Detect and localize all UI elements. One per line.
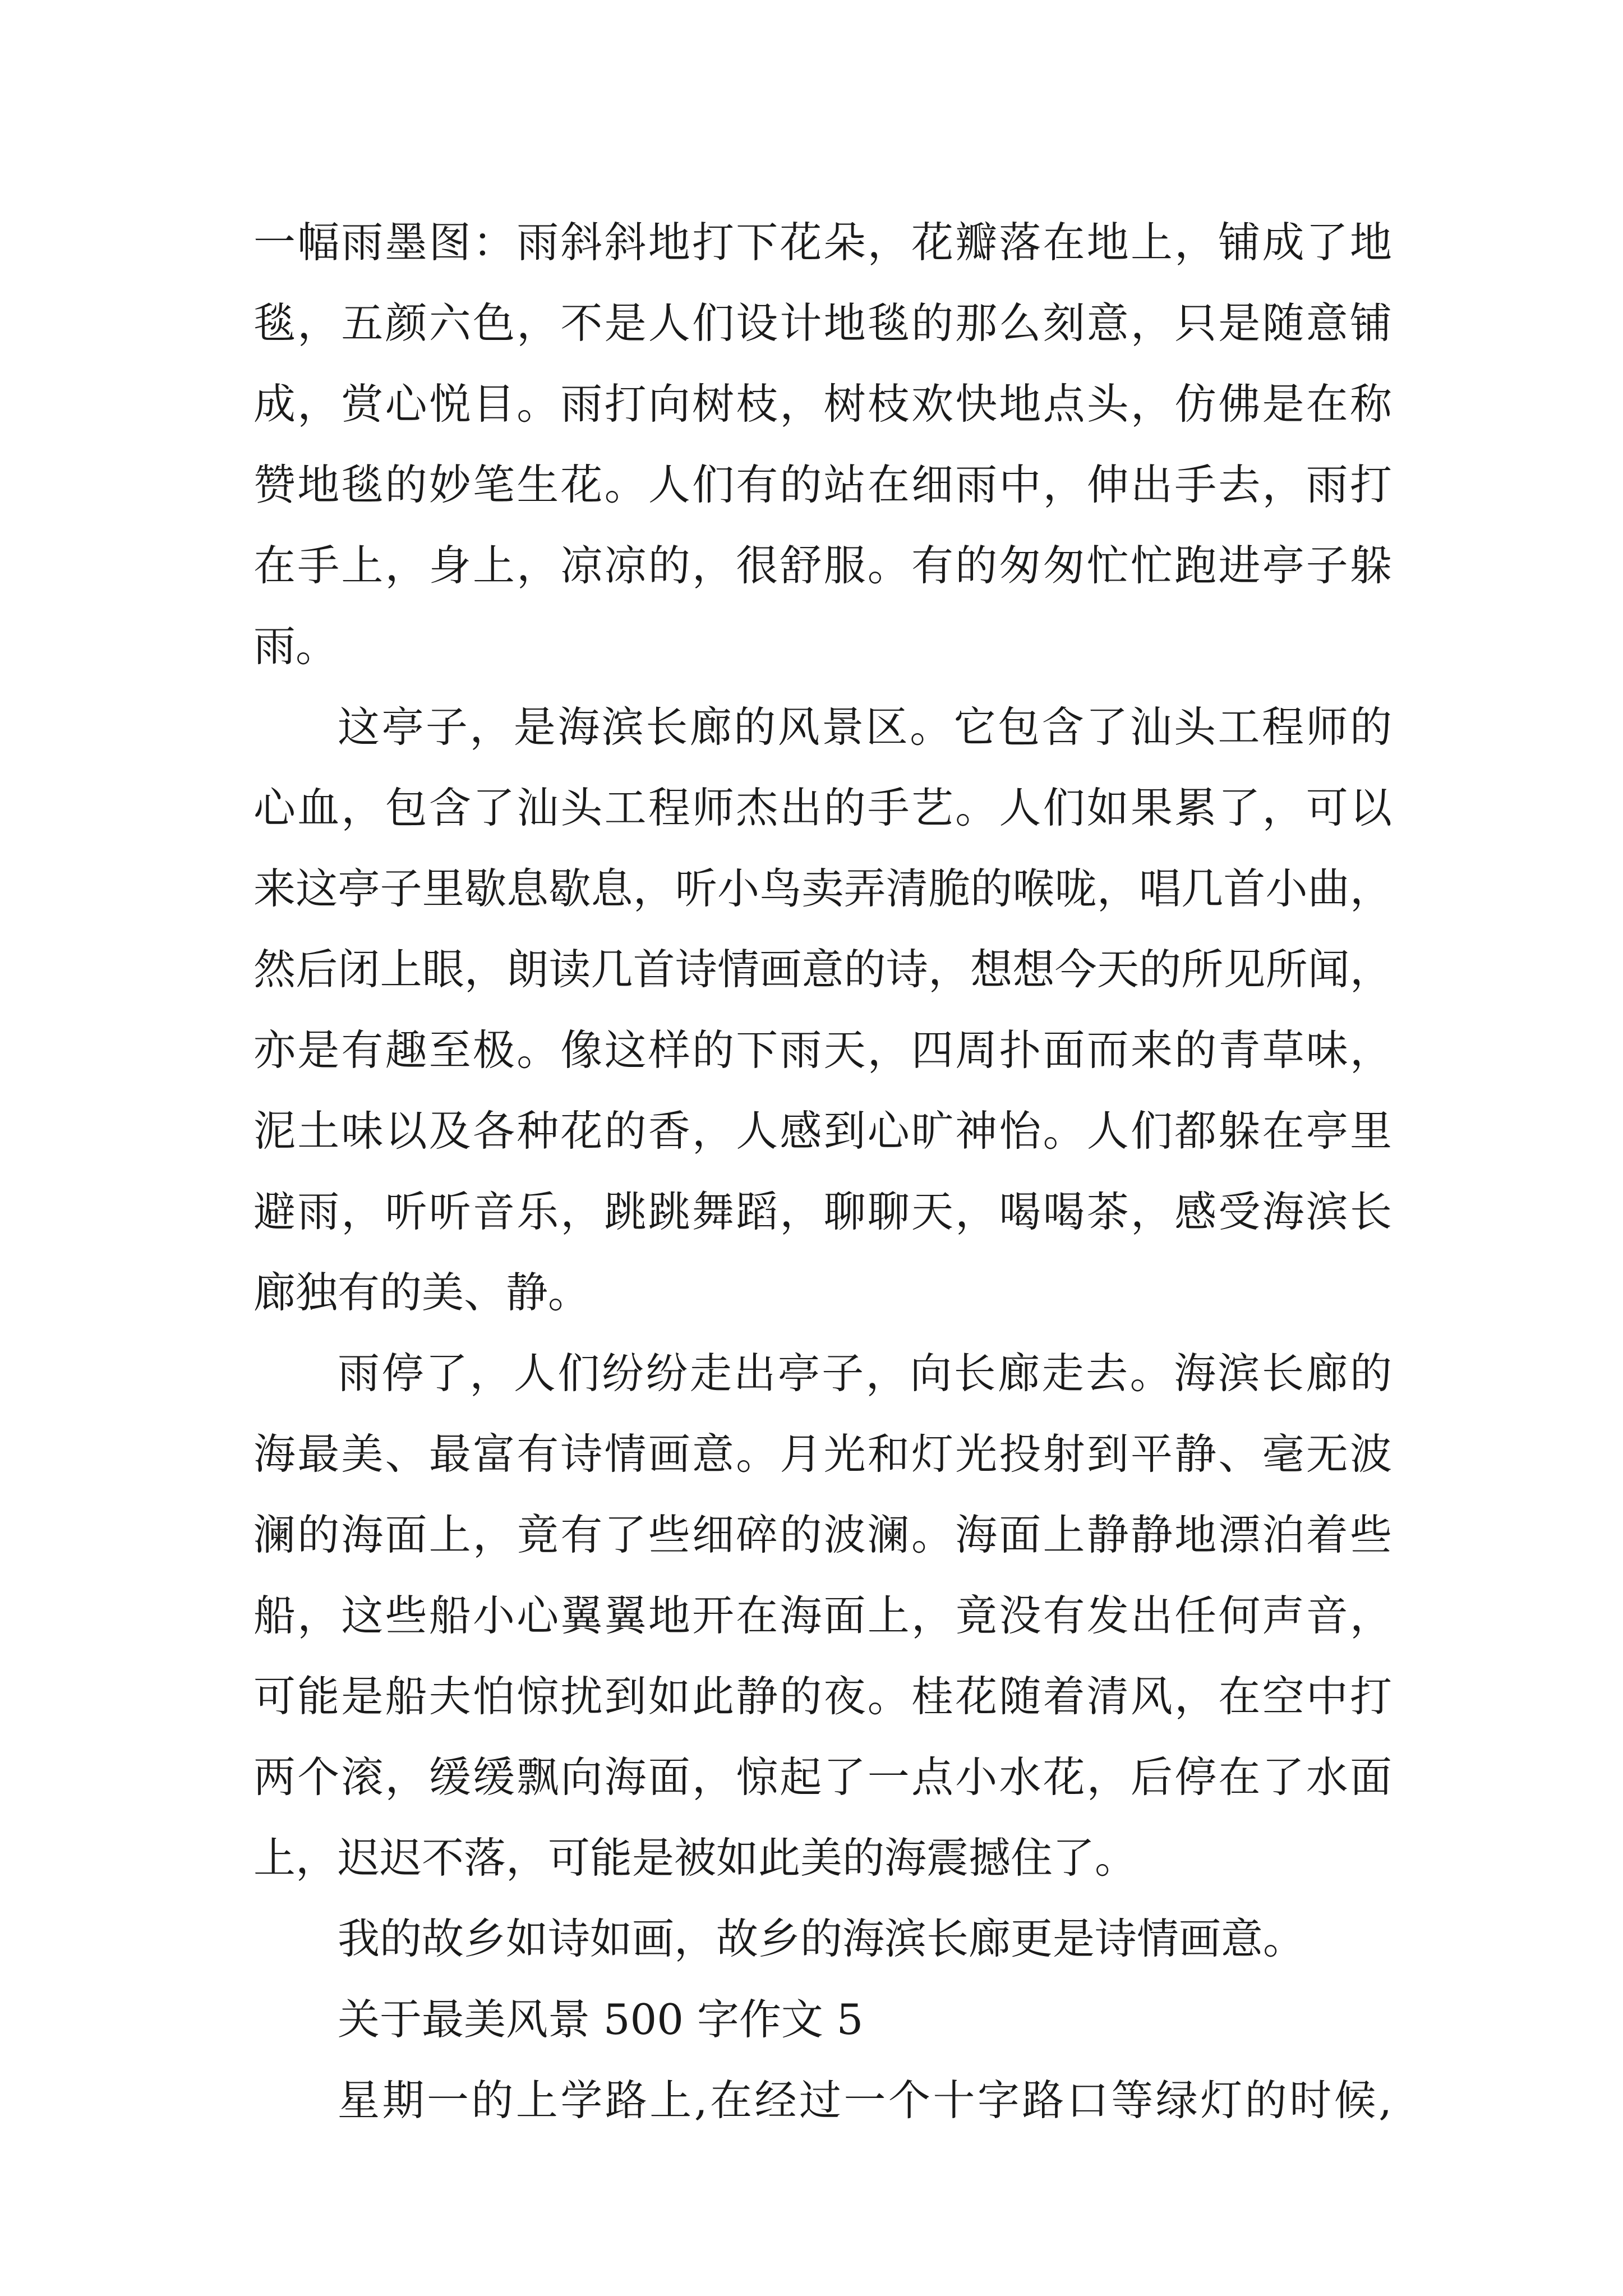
text-line: 心血，包含了汕头工程师杰出的手艺。人们如果累了，可以 xyxy=(253,783,1392,832)
text-line: 一幅雨墨图：雨斜斜地打下花朵，花瓣落在地上，铺成了地 xyxy=(253,218,1392,267)
text-line: 上，迟迟不落，可能是被如此美的海震撼住了。 xyxy=(253,1833,1137,1883)
text-line: 我的故乡如诗如画，故乡的海滨长廊更是诗情画意。 xyxy=(338,1914,1306,1963)
text-line: 这亭子，是海滨长廊的风景区。它包含了汕头工程师的 xyxy=(338,702,1392,752)
text-line: 毯，五颜六色，不是人们设计地毯的那么刻意，只是随意铺 xyxy=(253,298,1392,348)
text-line: 亦是有趣至极。像这样的下雨天，四周扑面而来的青草味， xyxy=(253,1025,1392,1075)
text-line: 然后闭上眼，朗读几首诗情画意的诗，想想今天的所见所闻， xyxy=(253,945,1392,994)
heading-text: 关于最美风景 500 字作文 5 xyxy=(338,1995,864,2044)
text-line: 来这亭子里歇息歇息，听小鸟卖弄清脆的喉咙，唱几首小曲， xyxy=(253,864,1392,913)
text-line: 在手上，身上，凉凉的，很舒服。有的匆匆忙忙跑进亭子躲 xyxy=(253,541,1392,590)
paragraph-4 xyxy=(253,1898,1392,1979)
paragraph-2 xyxy=(253,687,1392,1333)
text-line: 船，这些船小心翼翼地开在海面上，竟没有发出任何声音， xyxy=(253,1591,1392,1640)
text-line: 雨。 xyxy=(253,622,338,671)
text-line: 成，赏心悦目。雨打向树枝，树枝欢快地点头，仿佛是在称 xyxy=(253,379,1392,429)
body-text xyxy=(253,202,1392,2141)
paragraph-1 xyxy=(253,202,1392,687)
text-line: 澜的海面上，竟有了些细碎的波澜。海面上静静地漂泊着些 xyxy=(253,1510,1392,1559)
text-line: 避雨，听听音乐，跳跳舞蹈，聊聊天，喝喝茶，感受海滨长 xyxy=(253,1187,1392,1236)
text-line: 赞地毯的妙笔生花。人们有的站在细雨中，伸出手去，雨打 xyxy=(253,460,1392,509)
text-line: 海最美、最富有诗情画意。月光和灯光投射到平静、毫无波 xyxy=(253,1429,1392,1479)
text-line: 两个滚，缓缓飘向海面，惊起了一点小水花，后停在了水面 xyxy=(253,1752,1392,1802)
section-heading xyxy=(253,1979,1392,2060)
text-line: 可能是船夫怕惊扰到如此静的夜。桂花随着清风，在空中打 xyxy=(253,1672,1392,1721)
text-line: 雨停了，人们纷纷走出亭子，向长廊走去。海滨长廊的 xyxy=(338,1349,1392,1398)
text-line: 泥土味以及各种花的香，人感到心旷神怡。人们都躲在亭里 xyxy=(253,1106,1392,1156)
text-line: 廊独有的美、静。 xyxy=(253,1268,591,1317)
paragraph-3 xyxy=(253,1333,1392,1898)
text-line: 星期一的上学路上,在经过一个十字路口等绿灯的时候, xyxy=(338,2076,1392,2125)
paragraph-6 xyxy=(253,2060,1392,2141)
